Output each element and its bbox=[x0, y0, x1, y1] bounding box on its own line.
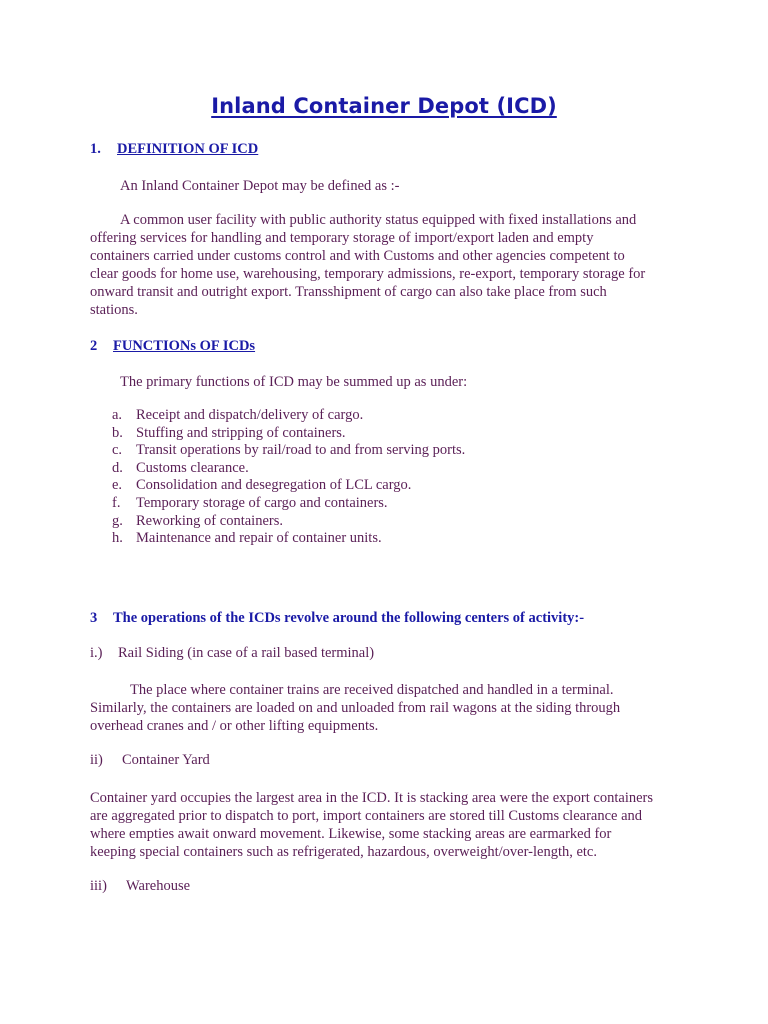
list-item-text: Transit operations by rail/road to and from serving ports. bbox=[136, 442, 466, 459]
list-item-text: Maintenance and repair of container units. bbox=[136, 530, 382, 547]
section-title: FUNCTIONs OF ICDs bbox=[113, 338, 256, 354]
subsection-marker: i.) bbox=[90, 645, 103, 661]
list-marker: h. bbox=[112, 530, 123, 547]
section-number: 2 bbox=[90, 338, 98, 354]
section-3-heading bbox=[90, 610, 584, 627]
list-item bbox=[112, 425, 465, 443]
list-marker: c. bbox=[112, 442, 123, 459]
list-marker: g. bbox=[112, 512, 123, 529]
container-yard-body bbox=[90, 789, 690, 861]
section-1-heading bbox=[90, 141, 258, 158]
list-marker: e. bbox=[112, 477, 123, 494]
text-line: offering services for handling and temporary storage of import/export laden and empty bbox=[90, 230, 594, 246]
list-item-text: Temporary storage of cargo and containers. bbox=[136, 494, 388, 511]
text-line: where empties await onward movement. Likewise, some stacking areas are earmarked for bbox=[90, 826, 612, 842]
section-title: DEFINITION OF ICD bbox=[117, 141, 259, 157]
list-item bbox=[112, 477, 465, 495]
functions-intro bbox=[90, 373, 720, 391]
definition-body bbox=[90, 211, 690, 319]
text-line: A common user facility with public authority status equipped with fixed installations and bbox=[120, 212, 637, 228]
list-marker: d. bbox=[112, 459, 123, 476]
subsection-label: Container Yard bbox=[122, 752, 210, 768]
text-line: are aggregated prior to dispatch to port, import containers are stored till Customs clearance and bbox=[90, 808, 643, 824]
list-item-text: Stuffing and stripping of containers. bbox=[136, 424, 346, 441]
text-line: The primary functions of ICD may be summed up as under: bbox=[120, 374, 468, 390]
document-title: Inland Container Depot (ICD) bbox=[211, 94, 557, 118]
subsection-marker: ii) bbox=[90, 752, 103, 768]
subsection-label: Rail Siding (in case of a rail based terminal) bbox=[118, 645, 375, 661]
subsection-marker: iii) bbox=[90, 878, 107, 894]
text-line: containers carried under customs control and with Customs and other agencies competent to bbox=[90, 248, 625, 264]
list-marker: b. bbox=[112, 424, 123, 441]
list-item bbox=[112, 407, 465, 425]
text-line: keeping special containers such as refrigerated, hazardous, overweight/over-length, etc. bbox=[90, 844, 597, 860]
list-item-text: Consolidation and desegregation of LCL cargo. bbox=[136, 477, 412, 494]
text-line: The place where container trains are received dispatched and handled in a terminal. bbox=[130, 682, 614, 698]
section-2-heading bbox=[90, 338, 255, 355]
list-marker: a. bbox=[112, 407, 123, 423]
section-number: 3 bbox=[90, 610, 98, 626]
subsection-label: Warehouse bbox=[126, 878, 191, 894]
text-line: onward transit and outright export. Transshipment of cargo can also take place from such bbox=[90, 284, 607, 300]
section-number: 1. bbox=[90, 141, 101, 157]
definition-intro bbox=[90, 177, 720, 195]
list-item bbox=[112, 530, 465, 548]
text-line: clear goods for home use, warehousing, temporary admissions, re-export, temporary storage for bbox=[90, 266, 646, 282]
text-line: Container yard occupies the largest area in the ICD. It is stacking area were the export containers bbox=[90, 790, 654, 806]
list-item bbox=[112, 460, 465, 478]
text-line: An Inland Container Depot may be defined as :- bbox=[120, 178, 400, 194]
rail-siding-body bbox=[90, 681, 690, 735]
list-item-text: Receipt and dispatch/delivery of cargo. bbox=[136, 407, 364, 423]
text-line: Similarly, the containers are loaded on and unloaded from rail wagons at the siding through bbox=[90, 700, 621, 716]
text-line: stations. bbox=[90, 302, 138, 318]
section-title: The operations of the ICDs revolve around the following centers of activity:- bbox=[113, 610, 585, 626]
subsection-rail-siding bbox=[90, 645, 374, 662]
subsection-container-yard bbox=[90, 752, 210, 769]
list-item bbox=[112, 513, 465, 531]
list-item bbox=[112, 442, 465, 460]
list-item-text: Customs clearance. bbox=[136, 459, 249, 476]
list-item bbox=[112, 495, 465, 513]
subsection-warehouse bbox=[90, 878, 190, 895]
functions-list bbox=[112, 407, 465, 548]
list-item-text: Reworking of containers. bbox=[136, 512, 283, 529]
text-line: overhead cranes and / or other lifting equipments. bbox=[90, 718, 379, 734]
list-marker: f. bbox=[112, 494, 121, 511]
